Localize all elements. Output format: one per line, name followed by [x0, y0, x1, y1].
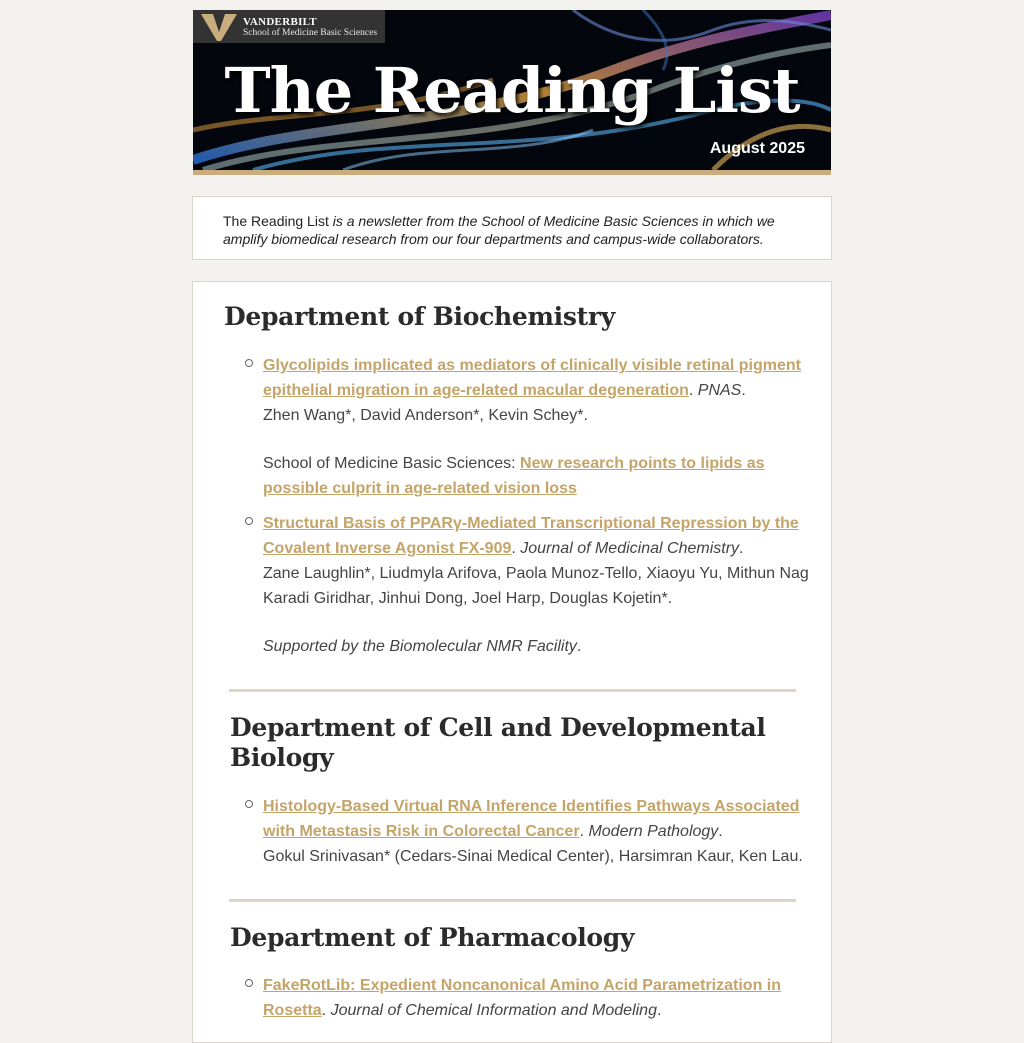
institution-subtitle: School of Medicine Basic Sciences — [243, 28, 378, 38]
header-banner — [193, 10, 831, 170]
journal-name: Journal of Chemical Information and Modeling — [330, 1002, 657, 1019]
vanderbilt-logo — [193, 10, 385, 43]
article-link[interactable]: Histology-Based Virtual RNA Inference Identifies Pathways Associated with Metastasis Risk in Colorectal Cancer — [263, 798, 800, 840]
intro-description: is a newsletter from the School of Medicine Basic Sciences in which we amplify biomedical research from our four departments and campus-wide collaborators. — [223, 213, 775, 247]
journal-name: Journal of Medicinal Chemistry — [520, 540, 740, 557]
support-note: Supported by the Biomolecular NMR Facility — [263, 638, 577, 655]
list-item: Histology-Based Virtual RNA Inference Identifies Pathways Associated with Metastasis Risk in Colorectal Cancer. Modern Pathology. Gokul Srinivasan* (Cedars-Sinai Medical Center), Harsimran Kaur, Ken Lau. — [193, 794, 819, 869]
author-list: Zhen Wang*, David Anderson*, Kevin Schey*. — [263, 407, 588, 424]
list-item: Glycolipids implicated as mediators of clinically visible retinal pigment epithelial migration in age-related macular degeneration. PNAS. Zhen Wang*, David Anderson*, Kevin Schey*. School of Medicine Basic Sciences: New research points to lipids as possible culprit in age-related vision loss — [193, 353, 819, 501]
journal-name: PNAS — [697, 382, 742, 399]
section-heading-cell-biology: Department of Cell and Developmental Biology — [230, 713, 766, 772]
section-heading-biochemistry: Department of Biochemistry — [224, 302, 615, 331]
article-link[interactable]: FakeRotLib: Expedient Noncanonical Amino Acid Parametrization in Rosetta — [263, 977, 781, 1019]
author-list: Zane Laughlin*, Liudmyla Arifova, Paola Munoz-Tello, Xiaoyu Yu, Mithun Nag Karadi Giridhar, Jinhui Dong, Joel Harp, Douglas Kojetin*. — [263, 565, 809, 607]
vanderbilt-v-icon — [199, 12, 239, 42]
intro-lead: The Reading List — [223, 213, 329, 229]
cell-biology-list — [193, 794, 831, 879]
article-link[interactable]: Structural Basis of PPARγ-Mediated Transcriptional Repression by the Covalent Inverse Agonist FX-909 — [263, 515, 799, 557]
intro-text — [223, 212, 803, 248]
newsletter-title: The Reading List — [224, 54, 800, 127]
journal-name: Modern Pathology — [588, 823, 719, 840]
institution-name: VANDERBILT — [243, 16, 317, 28]
biochemistry-list — [193, 353, 831, 669]
bullet-icon — [245, 359, 253, 367]
banner-gold-rule — [193, 170, 831, 175]
article-link[interactable]: Glycolipids implicated as mediators of clinically visible retinal pigment epithelial migration in age-related macular degeneration — [263, 357, 801, 399]
list-item: FakeRotLib: Expedient Noncanonical Amino Acid Parametrization in Rosetta. Journal of Chemical Information and Modeling. — [193, 973, 819, 1023]
news-story-link[interactable]: New research points to lipids as possible culprit in age-related vision loss — [263, 455, 765, 497]
section-divider — [229, 689, 796, 692]
bullet-icon — [245, 800, 253, 808]
bullet-icon — [245, 979, 253, 987]
pharmacology-list — [193, 973, 831, 1033]
issue-date: August 2025 — [709, 140, 805, 157]
section-heading-pharmacology: Department of Pharmacology — [230, 923, 635, 952]
author-list: Gokul Srinivasan* (Cedars-Sinai Medical Center), Harsimran Kaur, Ken Lau. — [263, 848, 803, 865]
section-divider — [229, 899, 796, 902]
news-source: School of Medicine Basic Sciences: — [263, 455, 521, 472]
intro-box — [192, 196, 832, 260]
content-card — [192, 281, 832, 1043]
list-item: Structural Basis of PPARγ-Mediated Transcriptional Repression by the Covalent Inverse Agonist FX-909. Journal of Medicinal Chemistry. Zane Laughlin*, Liudmyla Arifova, Paola Munoz-Tello, Xiaoyu Yu, Mithun Nag Karadi Giridhar, Jinhui Dong, Joel Harp, Douglas Kojetin*. Supported by the Biomolecular NMR Facility. — [193, 511, 819, 659]
bullet-icon — [245, 517, 253, 525]
